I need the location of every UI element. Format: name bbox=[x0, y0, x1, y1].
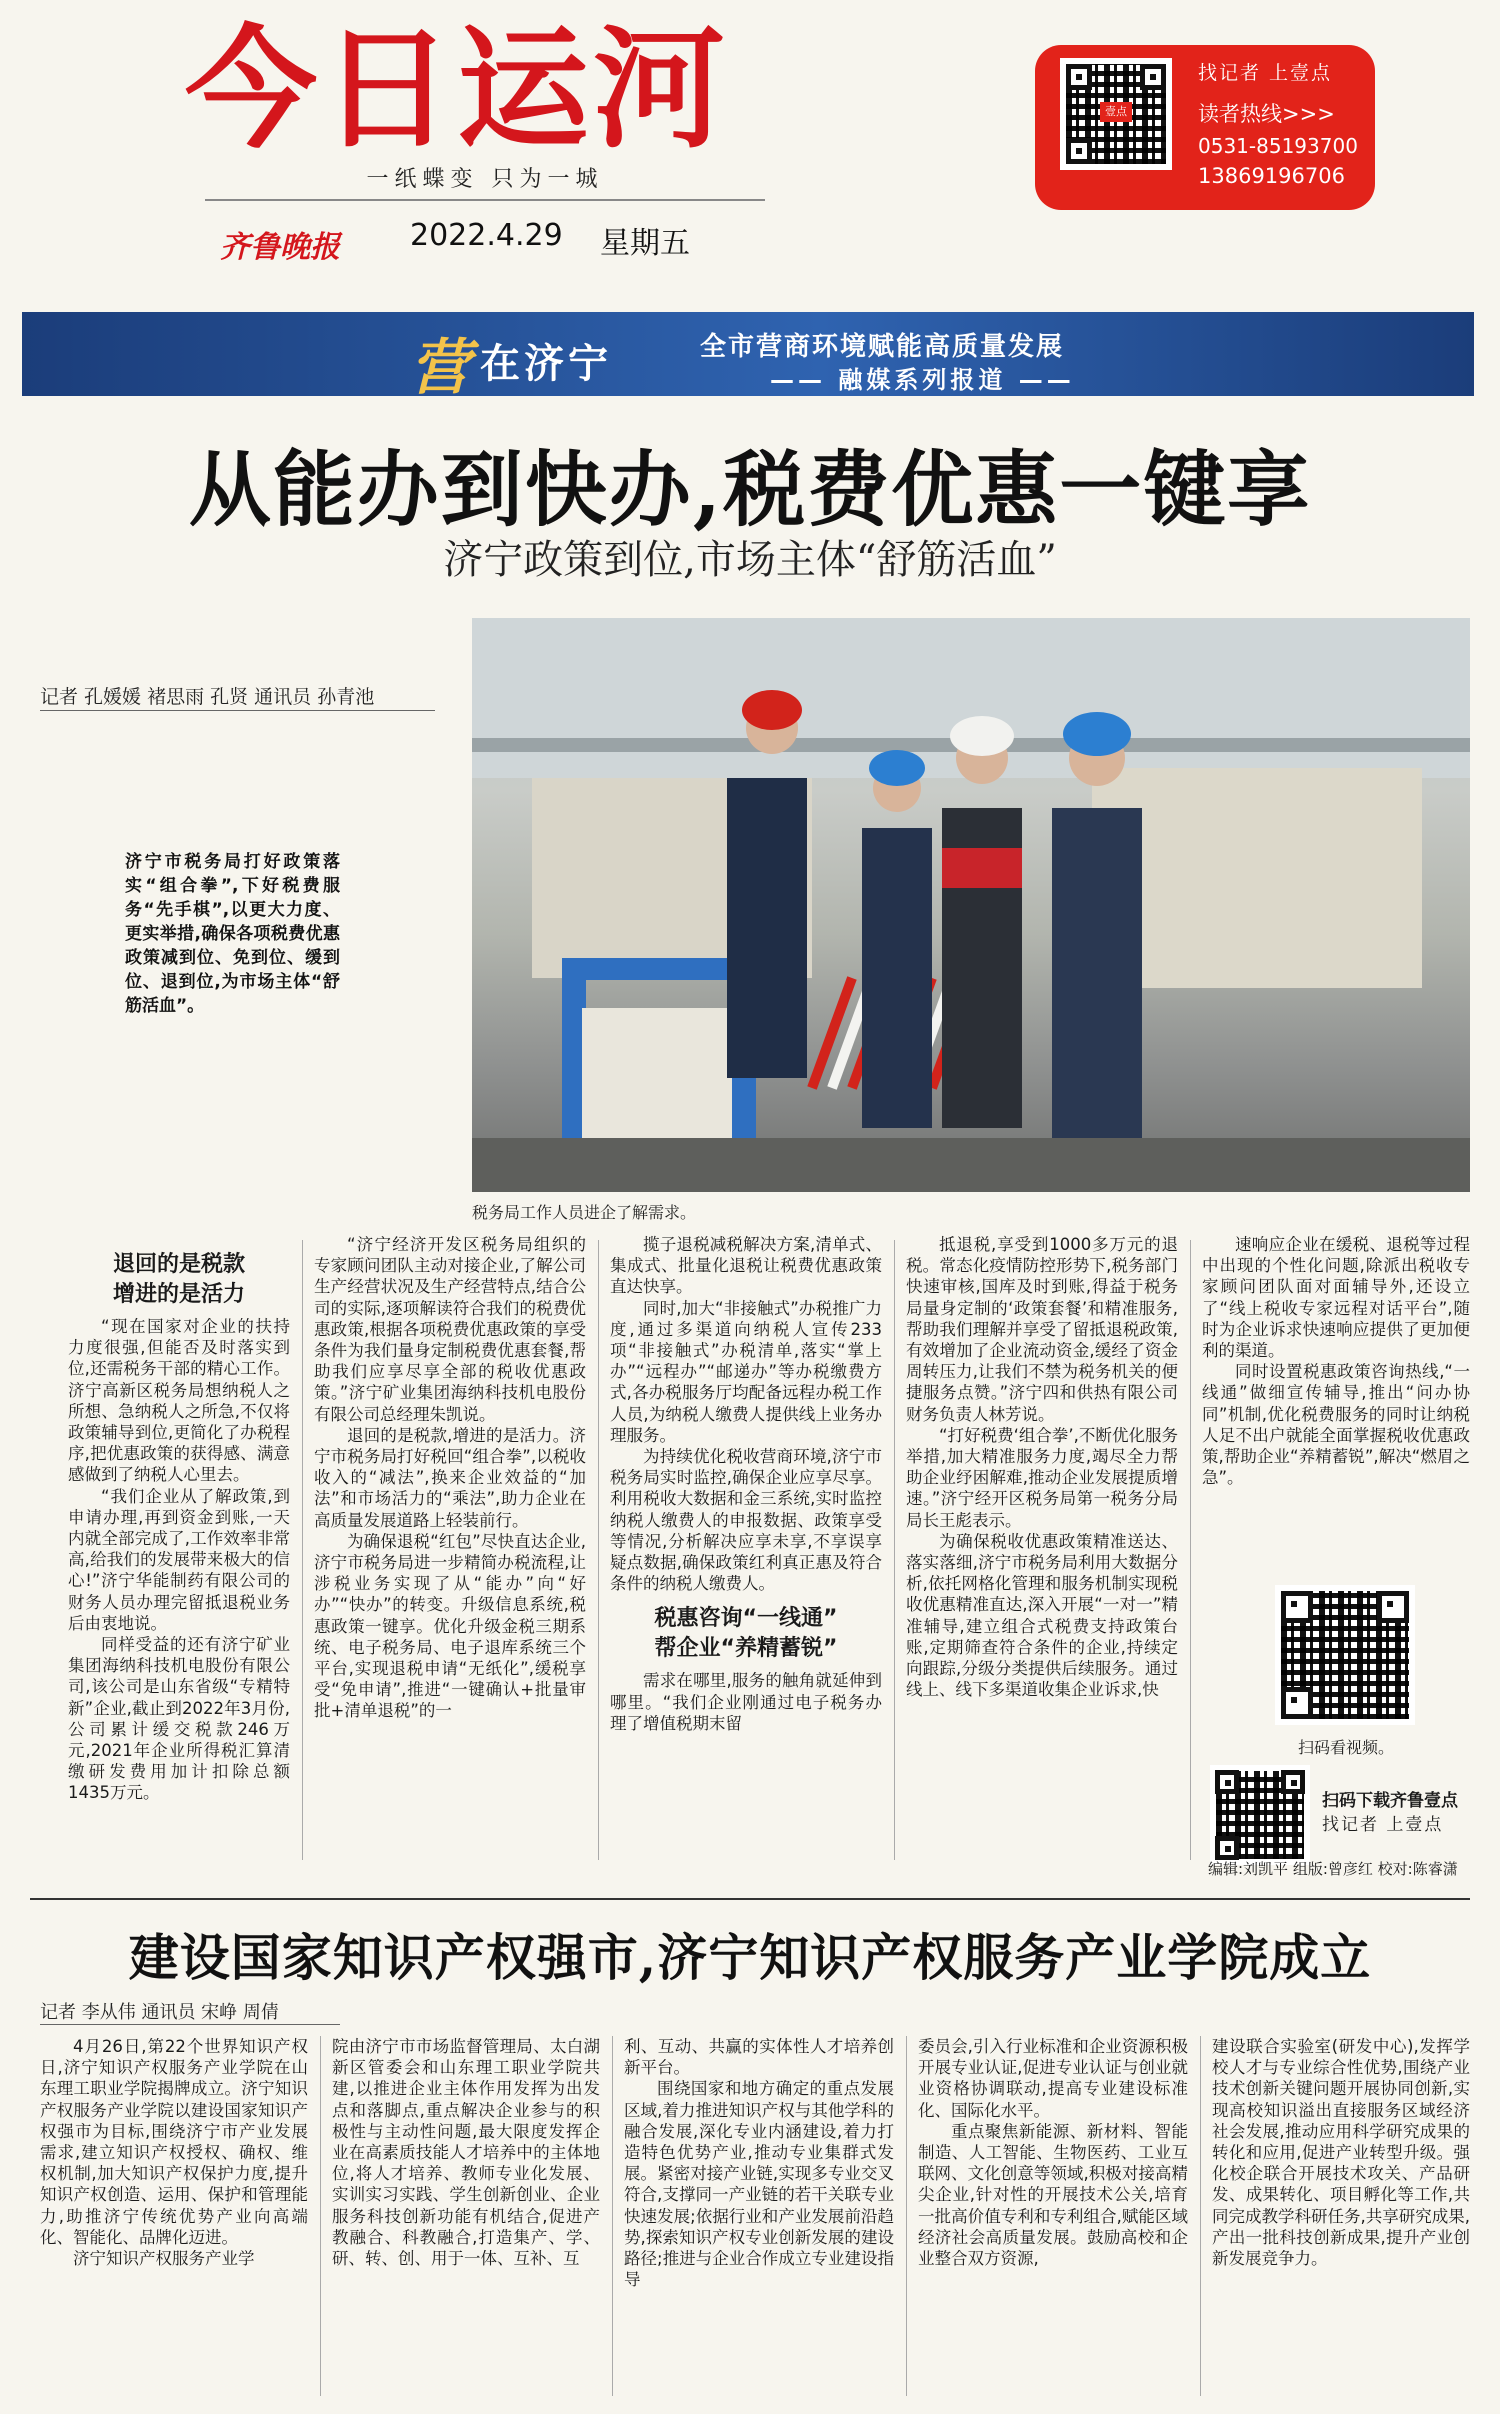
paragraph: 速响应企业在缓税、退税等过程中出现的个性化问题,除派出税收专家顾问团队面对面辅导外,还设立了“线上税收专家远程对话平台”,随时为企业诉求快速响应提供了更加便利的渠道。 bbox=[1202, 1235, 1470, 1361]
paragraph: 院由济宁市市场监督管理局、太白湖新区管委会和山东理工职业学院共建,以推进企业主体作用发挥为出发点和落脚点,重点解决企业参与的积极性与主动性问题,最大限度发挥企业在高素质技能人才培养中的主体地位,将人才培养、教师专业化发展、实训实习实践、学生创新创业、企业服务科技创新功能有机结合,促进产教融合、科教融合,打造集产、学、研、转、创、用于一体、互补、互 bbox=[332, 2037, 600, 2269]
article2-column-1 bbox=[40, 2036, 308, 2269]
article2-column-3 bbox=[624, 2036, 894, 2290]
paragraph: “我们企业从了解政策,到申请办理,再到资金到账,一天内就全部完成了,工作效率非常高,给我们的发展带来极大的信心!”济宁华能制药有限公司的财务人员办理完留抵退税业务后由衷地说。 bbox=[68, 1486, 290, 1633]
paragraph: 围绕国家和地方确定的重点发展区域,着力推进知识产权与其他学科的融合发展,深化专业内涵建设,着力打造特色优势产业,推动专业集群式发展。紧密对接产业链,实现多专业交叉符合,支撑同一产业链的若干关联专业快速发展;依据行业和产业发展前沿趋势,探索知识产权专业创新发展的建设路径;推进与企业合作成立专业建设指导 bbox=[624, 2079, 894, 2290]
paragraph: 抵退税,享受到1000多万元的退税。常态化疫情防控形势下,税务部门快速审核,国库及时到账,得益于税务局量身定制的‘政策套餐’和精准服务,帮助我们理解并享受了留抵退税政策,有效增加了企业流动资金,缓经了资金周转压力,让我们不禁为税务机关的便捷服务点赞。”济宁四和供热有限公司财务负责人林芳说。 bbox=[906, 1235, 1178, 1424]
photo-caption: 税务局工作人员进企了解需求。 bbox=[472, 1203, 697, 1222]
article1-column-1 bbox=[68, 1250, 290, 1804]
article-photo bbox=[472, 618, 1470, 1192]
column-divider bbox=[612, 2036, 613, 2396]
article2-column-4 bbox=[918, 2036, 1188, 2269]
article2-byline: 记者 李从伟 通讯员 宋峥 周倩 bbox=[40, 2002, 279, 2023]
paragraph: 利、互动、共赢的实体性人才培养创新平台。 bbox=[624, 2037, 894, 2078]
article2-column-2 bbox=[332, 2036, 600, 2269]
paragraph: 同样受益的还有济宁矿业集团海纳科技机电股份有限公司,该公司是山东省级“专精特新”企业,截止到2022年3月份,公司累计缓交税款246万元,2021年企业所得税汇算清缴研发费用加计扣除总额1435万元。 bbox=[68, 1635, 290, 1803]
qr-code-icon[interactable] bbox=[1060, 58, 1172, 170]
editor-credits: 编辑:刘凯平 组版:曾彦红 校对:陈睿潇 bbox=[1208, 1860, 1458, 1878]
article-subheadline: 济宁政策到位,市场主体“舒筋活血” bbox=[443, 537, 1057, 583]
byline-divider bbox=[40, 710, 435, 711]
banner-subtitle: 全市营商环境赋能高质量发展 bbox=[700, 332, 1065, 362]
column-divider bbox=[320, 2036, 321, 2396]
slogan-divider bbox=[205, 199, 765, 201]
paragraph: 退回的是税款,增进的是活力。济宁市税务局打好税回“组合拳”,以税收收入的“减法”,换来企业效益的“加法”和市场活力的“乘法”,助力企业在高质量发展道路上轻装前行。 bbox=[314, 1425, 586, 1530]
app-download-qr-code-icon[interactable] bbox=[1210, 1765, 1310, 1865]
article1-column-5 bbox=[1202, 1234, 1470, 1488]
byline-divider bbox=[40, 2024, 340, 2025]
column-divider bbox=[894, 1240, 895, 1860]
column-divider bbox=[1190, 1240, 1191, 1860]
banner-series-label: —— 融媒系列报道 —— bbox=[770, 366, 1075, 394]
paragraph: 重点聚焦新能源、新材料、智能制造、人工智能、生物医药、工业互联网、文化创意等领域,积极对接高精尖企业,针对性的开展技术公关,培育一批高价值专利和专利组合,赋能区域经济社会高质量发展。鼓励高校和企业整合双方资源, bbox=[918, 2121, 1188, 2269]
qr-download-sublabel: 找记者 上壹点 bbox=[1322, 1815, 1444, 1835]
paragraph: “济宁经济开发区税务局组织的专家顾问团队主动对接企业,了解公司生产经营状况及生产经营特点,结合公司的实际,逐项解读符合我们的税费优惠政策,根据各项税费优惠政策的享受条件为我们量身定制税费优惠套餐,帮助我们应享尽享全部的税收优惠政策。”济宁矿业集团海纳科技机电股份有限公司总经理朱凯说。 bbox=[314, 1235, 586, 1424]
paragraph: 4月26日,第22个世界知识产权日,济宁知识产权服务产业学院在山东理工职业学院揭牌成立。济宁知识产权服务产业学院以建设国家知识产权强市为目标,围绕济宁市产业发展需求,建立知识产权授权、确权、维权机制,加大知识产权保护力度,提升知识产权创造、运用、保护和管理能力,助推济宁传统优势产业向高端化、智能化、品牌化迈进。 bbox=[40, 2037, 308, 2247]
article1-column-4 bbox=[906, 1234, 1178, 1700]
article-byline: 记者 孔媛媛 褚思雨 孔贤 通讯员 孙青池 bbox=[40, 686, 375, 708]
video-qr-code-icon[interactable] bbox=[1275, 1585, 1415, 1725]
paragraph: 建设联合实验室(研发中心),发挥学校人才与专业综合性优势,围绕产业技术创新关键问题开展协同创新,实现高校知识溢出直接服务区域经济社会发展,推动应用科学研究成果的转化和应用,促进产业转型升级。强化校企联合开展技术攻关、产品研发、成果转化、项目孵化等工作,共同完成教学科研任务,共享研究成果,产出一批科技创新成果,提升产业创新发展竞争力。 bbox=[1212, 2037, 1470, 2269]
paragraph: 为确保退税“红包”尽快直达企业,济宁市税务局进一步精简办税流程,让涉税业务实现了从“能办”向“好办”“快办”的转变。升级信息系统,税惠政策一键享。优化升级金税三期系统、电子税务局、电子退库系统三个平台,实现退税申请“无纸化”,缓税享受“免申请”,推进“一键确认+批量审批+清单退税”的一 bbox=[314, 1531, 586, 1721]
qr-caption: 扫码看视频。 bbox=[1298, 1738, 1395, 1757]
article1-column-2 bbox=[314, 1234, 586, 1722]
paragraph: “打好税费‘组合拳’,不断优化服务举措,加大精准服务力度,竭尽全力帮助企业纾困解难,推动企业发展提质增速。”济宁经开区税务局第一税务分局局长王彪表示。 bbox=[906, 1425, 1178, 1530]
paragraph: 需求在哪里,服务的触角就延伸到哪里。“我们企业刚通过电子税务办理了增值税期末留 bbox=[610, 1671, 882, 1733]
paragraph: 同时,加大“非接触式”办税推广力度,通过多渠道向纳税人宣传233项“非接触式”办税清单,落实“掌上办”“远程办”“邮递办”等办税缴费方式,各办税服务厅均配备远程办税工作人员,为纳税人缴费人提供线上业务办理服务。 bbox=[610, 1298, 882, 1445]
paragraph: 为持续优化税收营商环境,济宁市税务局实时监控,确保企业应享尽享。利用税收大数据和金三系统,实时监控纳税人缴费人的申报数据、政策享受等情况,分析解决应享未享,不享误享疑点数据,确保政策红利真正惠及符合条件的纳税人缴费人。 bbox=[610, 1447, 882, 1594]
article1-column-3 bbox=[610, 1234, 882, 1734]
paragraph: 为确保税收优惠政策精准送达、落实落细,济宁市税务局利用大数据分析,依托网格化管理和服务机制实现税收优惠精准直达,深入开展“一对一”精准辅导,建立组合式税费支持政策台账,定期筛查符合条件的企业,持续定向跟踪,分级分类提供后续服务。通过线上、线下多渠道收集企业诉求,快 bbox=[906, 1531, 1178, 1700]
article-separator bbox=[30, 1898, 1470, 1900]
paragraph: 委员会,引入行业标准和企业资源积极开展专业认证,促进专业认证与创业就业资格协调联动,提高专业建设标准化、国际化水平。 bbox=[918, 2037, 1188, 2120]
column-divider bbox=[598, 1240, 599, 1860]
column-divider bbox=[906, 2036, 907, 2396]
paragraph: 济宁知识产权服务产业学 bbox=[73, 2249, 255, 2269]
article2-column-5 bbox=[1212, 2036, 1470, 2269]
qr-badge: 壹点 bbox=[1100, 102, 1132, 122]
masthead-title: 今日运河 bbox=[185, 13, 729, 167]
article-lead: 济宁市税务局打好政策落实“组合拳”,下好税费服务“先手棋”,以更大力度、更实举措,确保各项税费优惠政策减到位、免到位、缓到位、退到位,为市场主体“舒筋活血”。 bbox=[125, 852, 340, 1016]
paragraph: “现在国家对企业的扶持力度很强,但能否及时落实到位,还需税务干部的精心工作。济宁高新区税务局想纳税人之所想、急纳税人之所急,不仅将政策辅导到位,更简化了办税程序,把优惠政策的获得感、满意感做到了纳税人心里去。 bbox=[68, 1317, 290, 1485]
hotline-phone-2[interactable]: 13869196706 bbox=[1198, 164, 1345, 188]
find-reporter-text: 找记者 上壹点 bbox=[1198, 62, 1333, 84]
article2-headline: 建设国家知识产权强市,济宁知识产权服务产业学院成立 bbox=[128, 1928, 1372, 1987]
paragraph: 同时设置税惠政策咨询热线,“一线通”做细宣传辅导,推出“问办协同”机制,优化税费服务的同时让纳税人足不出户就能全面掌握税收优惠政策,帮助企业“养精蓄锐”,解决“燃眉之急”。 bbox=[1202, 1362, 1470, 1488]
column-divider bbox=[302, 1240, 303, 1860]
column-divider bbox=[1200, 2036, 1201, 2396]
section-title-1: 退回的是税款 增进的是活力 bbox=[112, 1252, 245, 1307]
banner-zai: 在济宁 bbox=[480, 341, 612, 387]
article-headline: 从能办到快办,税费优惠一键享 bbox=[188, 442, 1312, 538]
masthead-slogan: 一纸蝶变 只为一城 bbox=[366, 167, 604, 192]
paper-name-logo: 齐鲁晚报 bbox=[220, 230, 340, 265]
issue-weekday: 星期五 bbox=[600, 226, 690, 261]
hotline-phone-1[interactable]: 0531-85193700 bbox=[1198, 134, 1358, 158]
banner-ying: 营 bbox=[410, 333, 470, 403]
issue-date: 2022.4.29 bbox=[410, 218, 563, 253]
reader-hotline-label: 读者热线>>> bbox=[1198, 102, 1335, 126]
section-title-2: 税惠咨询“一线通” 帮企业“养精蓄锐” bbox=[654, 1606, 838, 1662]
paragraph: 揽子退税减税解决方案,清单式、集成式、批量化退税让税费优惠政策直达快享。 bbox=[610, 1235, 882, 1297]
factory-scene-illustration bbox=[472, 618, 1470, 1192]
qr-download-label: 扫码下载齐鲁壹点 bbox=[1322, 1791, 1458, 1811]
